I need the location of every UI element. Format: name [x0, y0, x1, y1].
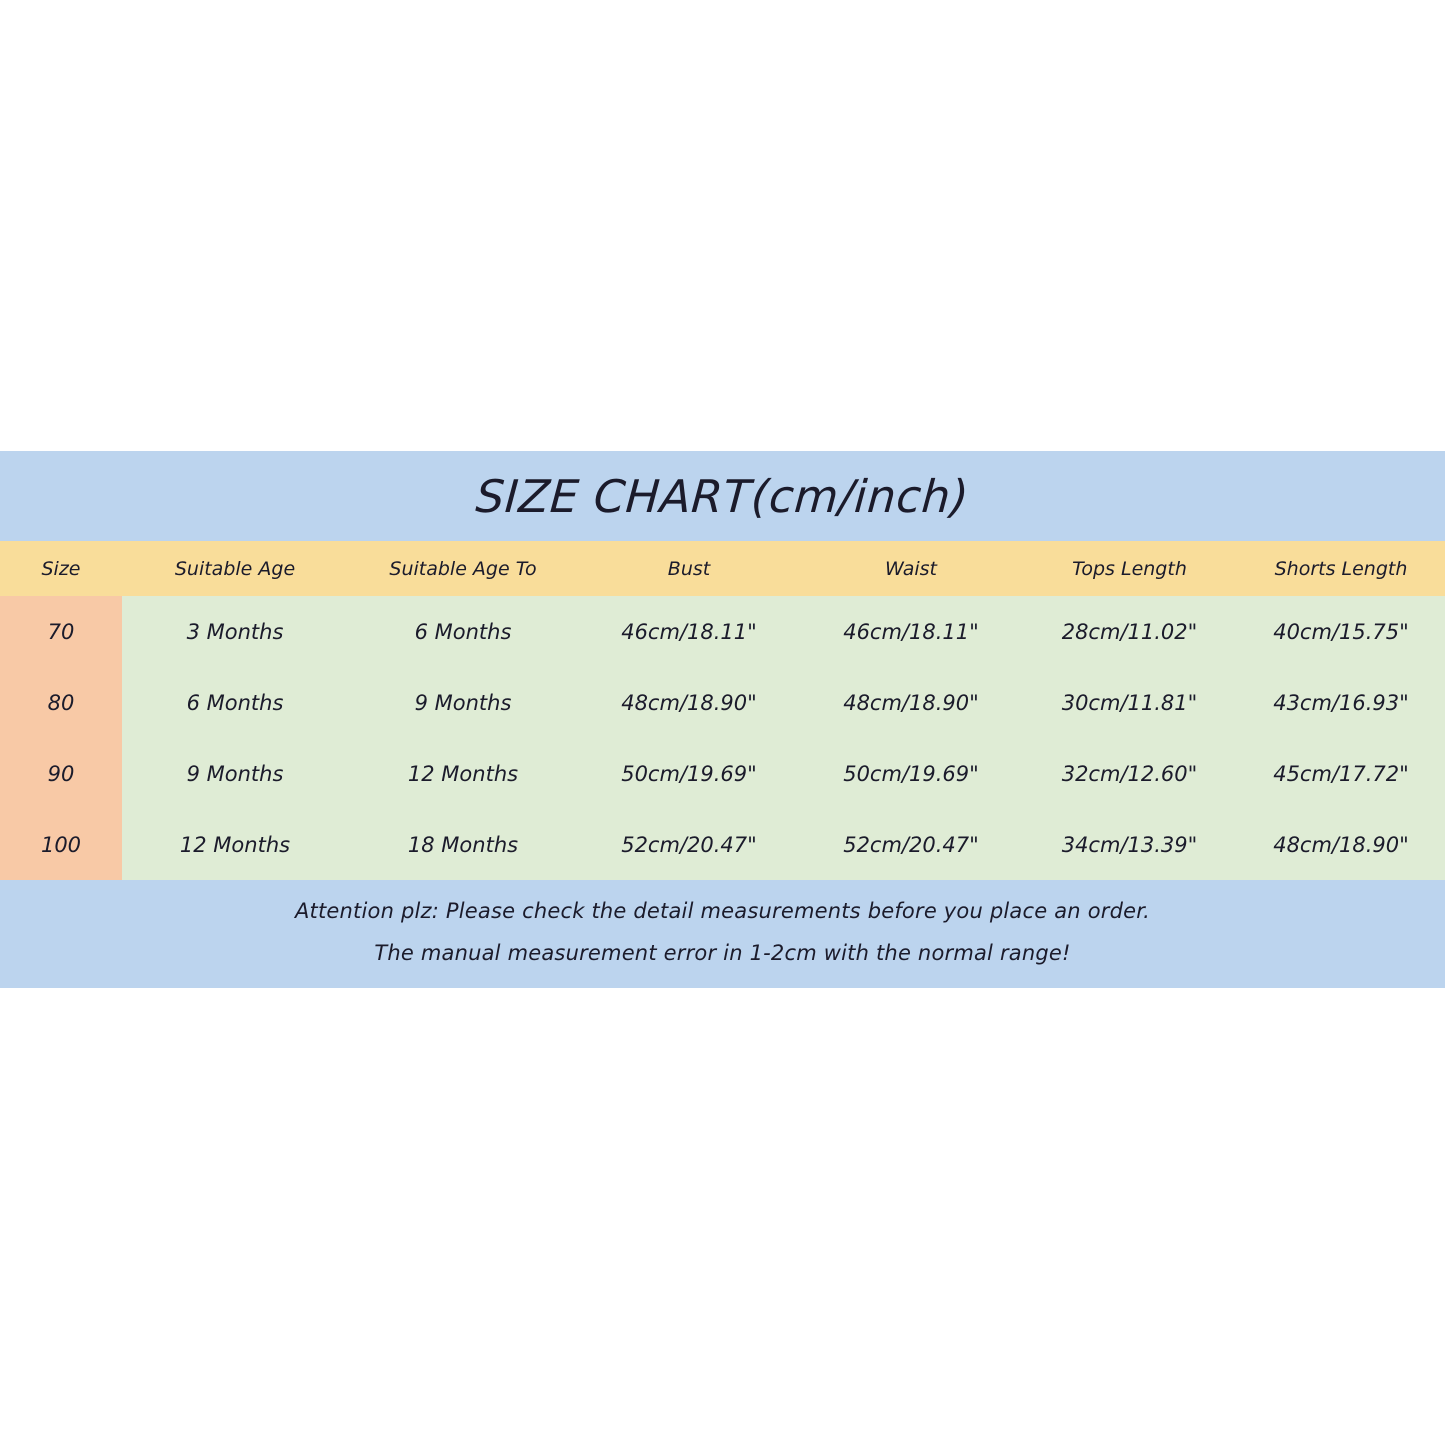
cell-waist: 52cm/20.47" [800, 809, 1022, 880]
cell-size: 100 [0, 809, 122, 880]
size-chart [0, 451, 1445, 988]
cell-suitable-age: 6 Months [122, 667, 348, 738]
table-row [0, 809, 1445, 880]
cell-shorts-length: 45cm/17.72" [1237, 738, 1445, 809]
note-line-1: Attention plz: Please check the detail measurements before you place an order. [294, 899, 1151, 923]
cell-shorts-length: 40cm/15.75" [1237, 596, 1445, 667]
cell-shorts-length: 43cm/16.93" [1237, 667, 1445, 738]
cell-bust: 52cm/20.47" [578, 809, 800, 880]
table-body [0, 596, 1445, 880]
cell-waist: 46cm/18.11" [800, 596, 1022, 667]
cell-suitable-age-to: 9 Months [348, 667, 578, 738]
column-header-suitable-age: Suitable Age [122, 541, 348, 596]
cell-bust: 48cm/18.90" [578, 667, 800, 738]
table-row [0, 738, 1445, 809]
cell-waist: 50cm/19.69" [800, 738, 1022, 809]
table-row [0, 596, 1445, 667]
cell-suitable-age: 9 Months [122, 738, 348, 809]
cell-suitable-age-to: 6 Months [348, 596, 578, 667]
chart-notes [0, 880, 1445, 988]
table-header-row [0, 541, 1445, 596]
cell-tops-length: 32cm/12.60" [1022, 738, 1237, 809]
column-header-suitable-age-to: Suitable Age To [348, 541, 578, 596]
column-header-tops-length: Tops Length [1022, 541, 1237, 596]
cell-size: 70 [0, 596, 122, 667]
cell-bust: 50cm/19.69" [578, 738, 800, 809]
column-header-size: Size [0, 541, 122, 596]
cell-tops-length: 34cm/13.39" [1022, 809, 1237, 880]
size-chart-table [0, 541, 1445, 880]
cell-suitable-age-to: 12 Months [348, 738, 578, 809]
column-header-bust: Bust [578, 541, 800, 596]
column-header-shorts-length: Shorts Length [1237, 541, 1445, 596]
page-title: SIZE CHART(cm/inch) [474, 469, 971, 523]
chart-title-band [0, 451, 1445, 541]
cell-tops-length: 28cm/11.02" [1022, 596, 1237, 667]
cell-shorts-length: 48cm/18.90" [1237, 809, 1445, 880]
note-line-2: The manual measurement error in 1-2cm with the normal range! [374, 941, 1071, 965]
cell-bust: 46cm/18.11" [578, 596, 800, 667]
cell-suitable-age: 12 Months [122, 809, 348, 880]
cell-suitable-age: 3 Months [122, 596, 348, 667]
table-row [0, 667, 1445, 738]
cell-waist: 48cm/18.90" [800, 667, 1022, 738]
cell-size: 90 [0, 738, 122, 809]
cell-suitable-age-to: 18 Months [348, 809, 578, 880]
column-header-waist: Waist [800, 541, 1022, 596]
cell-tops-length: 30cm/11.81" [1022, 667, 1237, 738]
cell-size: 80 [0, 667, 122, 738]
table-header [0, 541, 1445, 596]
